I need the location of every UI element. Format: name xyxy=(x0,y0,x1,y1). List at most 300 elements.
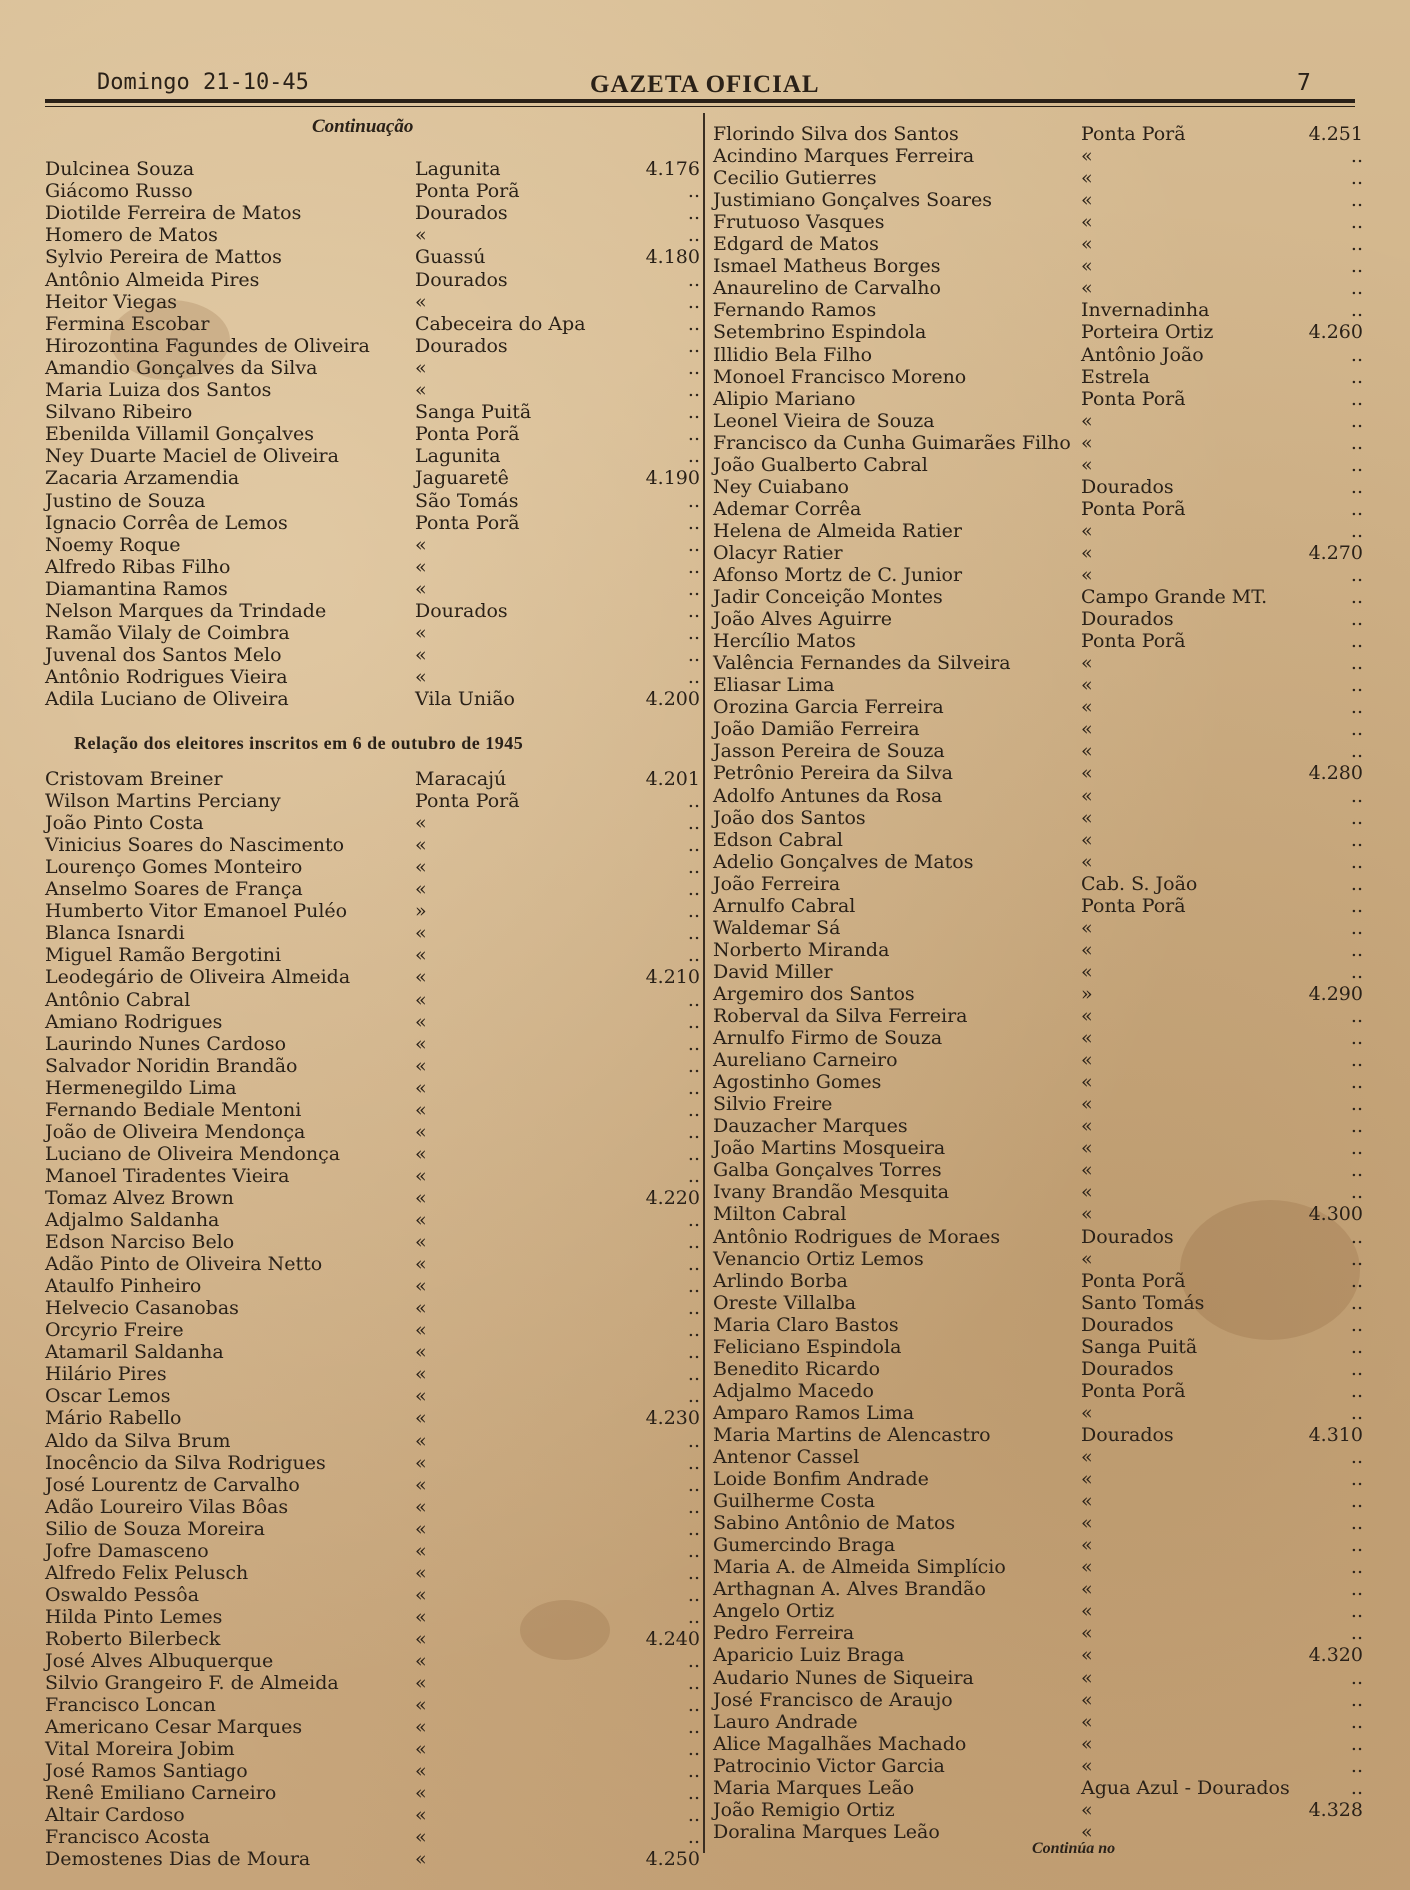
voter-name: Roberval da Silva Ferreira xyxy=(713,1005,968,1027)
voter-place: « xyxy=(415,1385,427,1408)
voter-row xyxy=(713,1071,1363,1093)
voter-name: Miguel Ramão Bergotini xyxy=(45,944,282,967)
voter-row xyxy=(45,1319,700,1341)
page-number: 7 xyxy=(1297,70,1311,96)
voter-number: .. xyxy=(687,489,700,512)
voter-number: .. xyxy=(1350,1049,1363,1072)
voter-number: .. xyxy=(687,622,700,645)
voter-row xyxy=(713,123,1363,145)
voter-row xyxy=(713,851,1363,873)
voter-number: .. xyxy=(1350,1666,1363,1689)
voter-number: .. xyxy=(687,1010,700,1033)
voter-place: « xyxy=(415,1760,427,1783)
voter-row xyxy=(713,1468,1363,1490)
voter-name: Hermenegildo Lima xyxy=(45,1076,237,1099)
voter-place: « xyxy=(415,1627,427,1650)
voter-number: .. xyxy=(687,1561,700,1584)
voter-row xyxy=(713,233,1363,255)
voter-row xyxy=(713,321,1363,343)
voter-name: Acindino Marques Ferreira xyxy=(713,145,975,168)
voter-row xyxy=(45,1430,700,1452)
voter-number: .. xyxy=(687,445,700,468)
voter-row xyxy=(713,762,1363,784)
voter-row xyxy=(713,608,1363,630)
voter-number: .. xyxy=(687,1804,700,1827)
voter-row xyxy=(45,1496,700,1518)
voter-number: .. xyxy=(1350,960,1363,983)
issue-date: Domingo 21-10-45 xyxy=(97,70,309,95)
voter-number: .. xyxy=(1350,189,1363,212)
voter-name: Alfredo Ribas Filho xyxy=(45,555,231,578)
voter-row xyxy=(45,1275,700,1297)
voter-name: Arthagnan A. Alves Brandão xyxy=(713,1578,986,1601)
voter-name: Maria Martins de Alencastro xyxy=(713,1423,991,1446)
voter-name: Maria Marques Leão xyxy=(713,1776,915,1799)
voter-row xyxy=(45,1407,700,1429)
voter-place: « xyxy=(1081,1137,1093,1160)
voter-place: « xyxy=(415,1473,427,1496)
voter-row xyxy=(713,1093,1363,1115)
voter-row xyxy=(713,1600,1363,1622)
voter-row xyxy=(45,423,700,445)
voter-name: Francisco da Cunha Guimarães Filho xyxy=(713,431,1071,454)
voter-place: « xyxy=(415,1782,427,1805)
voter-name: Ney Duarte Maciel de Oliveira xyxy=(45,445,339,468)
voter-row xyxy=(713,476,1363,498)
voter-number: .. xyxy=(687,1716,700,1739)
voter-place: « xyxy=(415,966,427,989)
voter-number: .. xyxy=(1350,652,1363,675)
continued-note: Continúa no xyxy=(1032,1840,1116,1857)
voter-name: José Alves Albuquerque xyxy=(45,1650,274,1672)
voter-number: .. xyxy=(687,644,700,667)
voter-number: .. xyxy=(1350,1335,1363,1358)
voter-row xyxy=(713,1115,1363,1137)
header-rule xyxy=(45,99,1355,103)
voter-number: .. xyxy=(687,1473,700,1496)
voter-place: « xyxy=(415,1517,427,1540)
voter-row xyxy=(713,432,1363,454)
voter-place: Ponta Porã xyxy=(1081,894,1186,917)
voter-number: .. xyxy=(687,202,700,225)
voter-number: 4.320 xyxy=(1308,1644,1363,1667)
voter-number: .. xyxy=(1350,475,1363,498)
voter-name: Afonso Mortz de C. Junior xyxy=(713,564,963,586)
voter-number: .. xyxy=(687,1583,700,1606)
voter-row xyxy=(45,1694,700,1716)
voter-place: « xyxy=(1081,916,1093,939)
voter-number: .. xyxy=(687,1054,700,1077)
voter-row xyxy=(713,829,1363,851)
voter-name: Benedito Ricardo xyxy=(713,1357,881,1380)
voter-row xyxy=(713,1402,1363,1424)
voter-row xyxy=(713,454,1363,476)
voter-number: .. xyxy=(1350,1027,1363,1050)
voter-number: .. xyxy=(1350,564,1363,586)
voter-row xyxy=(713,1667,1363,1689)
voter-row xyxy=(45,922,700,944)
voter-row xyxy=(713,1512,1363,1534)
voter-place: « xyxy=(1081,564,1093,586)
voter-name: Silvio Grangeiro F. de Almeida xyxy=(45,1672,339,1695)
voter-name: Hilário Pires xyxy=(45,1363,167,1386)
voter-number: .. xyxy=(687,423,700,446)
voter-name: Helena de Almeida Ratier xyxy=(713,519,962,542)
voter-row xyxy=(713,542,1363,564)
voter-place: Ponta Porã xyxy=(1081,1379,1186,1402)
voter-place: « xyxy=(1081,233,1093,256)
voter-row xyxy=(713,718,1363,740)
voter-name: Audario Nunes de Siqueira xyxy=(713,1666,974,1689)
voter-name: João Pinto Costa xyxy=(45,812,204,835)
voter-number: .. xyxy=(687,1650,700,1672)
voter-name: Alfredo Felix Pelusch xyxy=(45,1561,249,1584)
voter-number: 4.270 xyxy=(1308,541,1363,564)
voter-number: .. xyxy=(1350,497,1363,520)
voter-name: Leodegário de Oliveira Almeida xyxy=(45,966,351,989)
voter-number: .. xyxy=(1350,1137,1363,1160)
voter-number: .. xyxy=(1350,1622,1363,1645)
voter-row xyxy=(45,666,700,688)
voter-name: Milton Cabral xyxy=(713,1203,847,1226)
voter-name: Maria Claro Bastos xyxy=(713,1313,899,1336)
voter-row xyxy=(713,939,1363,961)
voter-row xyxy=(713,1203,1363,1225)
voter-place: « xyxy=(1081,1401,1093,1424)
voter-number: .. xyxy=(1350,608,1363,631)
voter-name: Florindo Silva dos Santos xyxy=(713,123,959,145)
voter-place: « xyxy=(1081,1446,1093,1468)
voter-name: Wilson Martins Perciany xyxy=(45,790,281,813)
voter-number: .. xyxy=(687,224,700,247)
voter-row xyxy=(713,1578,1363,1600)
voter-number: .. xyxy=(1350,1710,1363,1733)
voter-name: Guilherme Costa xyxy=(713,1490,876,1513)
voter-place: « xyxy=(415,1253,427,1276)
voter-place: « xyxy=(415,1539,427,1562)
voter-name: Adolfo Antunes da Rosa xyxy=(713,784,943,807)
voter-place: « xyxy=(1081,1688,1093,1711)
voter-place: « xyxy=(415,1076,427,1099)
voter-place: « xyxy=(1081,453,1093,476)
voter-row xyxy=(45,224,700,246)
voter-name: Oscar Lemos xyxy=(45,1385,171,1408)
voter-number: .. xyxy=(1350,1291,1363,1314)
voter-place: Ponta Porã xyxy=(1081,123,1186,145)
voter-row xyxy=(45,1121,700,1143)
voter-place: « xyxy=(415,1297,427,1320)
voter-place: Dourados xyxy=(415,202,508,225)
voter-name: Frutuoso Vasques xyxy=(713,211,885,234)
voter-name: Giácomo Russo xyxy=(45,180,193,203)
voter-number: .. xyxy=(1350,1071,1363,1094)
voter-number: .. xyxy=(687,401,700,424)
voter-number: 4.220 xyxy=(645,1186,700,1209)
voter-number: .. xyxy=(687,1826,700,1849)
voter-place: Campo Grande MT. xyxy=(1081,586,1268,609)
voter-place: « xyxy=(1081,1159,1093,1182)
voter-name: Norberto Miranda xyxy=(713,938,890,961)
voter-row xyxy=(45,467,700,489)
voter-row xyxy=(45,335,700,357)
voter-name: Venancio Ortiz Lemos xyxy=(713,1247,924,1270)
voter-row xyxy=(713,299,1363,321)
voter-place: « xyxy=(415,1098,427,1121)
voter-place: « xyxy=(1081,1798,1093,1821)
voter-row xyxy=(45,291,700,313)
voter-number: .. xyxy=(687,900,700,923)
voter-place: « xyxy=(1081,1534,1093,1557)
voter-place: « xyxy=(415,1032,427,1055)
voter-number: .. xyxy=(1350,916,1363,939)
voter-row xyxy=(713,1644,1363,1666)
voter-name: Edgard de Matos xyxy=(713,233,879,256)
voter-place: « xyxy=(415,224,427,247)
voter-name: José Francisco de Araujo xyxy=(713,1688,953,1711)
voter-place: « xyxy=(415,1407,427,1430)
voter-row xyxy=(713,498,1363,520)
voter-row xyxy=(713,277,1363,299)
voter-number: 4.180 xyxy=(645,246,700,269)
voter-name: Doralina Marques Leão xyxy=(713,1820,940,1843)
voter-number: .. xyxy=(687,356,700,379)
voter-place: « xyxy=(1081,740,1093,763)
voter-number: .. xyxy=(1350,409,1363,432)
voter-row xyxy=(45,1584,700,1606)
voter-place: « xyxy=(415,1341,427,1364)
voter-place: « xyxy=(1081,189,1093,212)
voter-place: Dourados xyxy=(415,268,508,291)
voter-number: .. xyxy=(687,812,700,835)
voter-name: Diotilde Ferreira de Matos xyxy=(45,202,302,225)
voter-place: « xyxy=(415,1363,427,1386)
voter-name: Adelio Gonçalves de Matos xyxy=(713,850,974,873)
voter-place: « xyxy=(415,1848,427,1871)
voter-name: Antônio Rodrigues de Moraes xyxy=(713,1225,1001,1248)
voter-place: « xyxy=(415,1164,427,1187)
voter-number: .. xyxy=(687,834,700,857)
voter-place: « xyxy=(1081,1600,1093,1623)
voter-name: João dos Santos xyxy=(713,806,866,829)
voter-number: .. xyxy=(1350,740,1363,763)
voter-number: .. xyxy=(687,268,700,291)
voter-place: Jaguaretê xyxy=(415,467,509,490)
voter-row xyxy=(45,1650,700,1672)
voter-place: « xyxy=(1081,1820,1093,1843)
voter-number: 4.310 xyxy=(1308,1423,1363,1446)
voter-place: Santo Tomás xyxy=(1081,1291,1205,1314)
voter-number: 4.240 xyxy=(645,1627,700,1650)
voter-place: « xyxy=(415,555,427,578)
voter-number: .. xyxy=(687,1142,700,1165)
voter-place: Agua Azul - Dourados xyxy=(1081,1776,1290,1799)
voter-row xyxy=(713,1777,1363,1799)
voter-name: Americano Cesar Marques xyxy=(45,1716,303,1739)
voter-row xyxy=(713,1049,1363,1071)
voter-name: Cristovam Breiner xyxy=(45,768,223,790)
voter-row xyxy=(713,785,1363,807)
voter-place: « xyxy=(415,1672,427,1695)
voter-name: Silvio Freire xyxy=(713,1093,833,1116)
voter-number: .. xyxy=(687,1253,700,1276)
voter-row xyxy=(45,1760,700,1782)
voter-row xyxy=(45,1077,700,1099)
voter-place: « xyxy=(1081,1027,1093,1050)
voter-number: .. xyxy=(687,1164,700,1187)
voter-place: « xyxy=(415,622,427,645)
voter-number: .. xyxy=(1350,1269,1363,1292)
voter-place: « xyxy=(415,1694,427,1717)
voter-name: Renê Emiliano Carneiro xyxy=(45,1782,277,1805)
voter-name: Fermina Escobar xyxy=(45,312,210,335)
voter-number: .. xyxy=(1350,1688,1363,1711)
voter-place: Sanga Puitã xyxy=(1081,1335,1198,1358)
voter-number: .. xyxy=(687,1319,700,1342)
voter-number: .. xyxy=(1350,453,1363,476)
voter-name: Heitor Viegas xyxy=(45,290,178,313)
voter-row xyxy=(45,768,700,790)
voter-place: Estrela xyxy=(1081,365,1150,388)
voter-place: Ponta Porã xyxy=(415,423,520,446)
voter-place: « xyxy=(415,812,427,835)
voter-row xyxy=(45,401,700,423)
voter-name: Anaurelino de Carvalho xyxy=(713,277,941,300)
voter-number: .. xyxy=(1350,1732,1363,1755)
voter-row xyxy=(713,211,1363,233)
voter-name: Juvenal dos Santos Melo xyxy=(45,644,282,667)
voter-number: .. xyxy=(1350,1005,1363,1027)
voter-place: « xyxy=(1081,1181,1093,1204)
voter-row xyxy=(45,1716,700,1738)
voter-number: .. xyxy=(687,290,700,313)
voter-place: « xyxy=(415,1054,427,1077)
voter-row xyxy=(713,1799,1363,1821)
voter-number: .. xyxy=(1350,938,1363,961)
voter-row xyxy=(713,145,1363,167)
voter-place: « xyxy=(1081,828,1093,851)
voter-name: José Lourentz de Carvalho xyxy=(45,1473,300,1496)
voter-number: .. xyxy=(687,577,700,600)
voter-name: Luciano de Oliveira Mendonça xyxy=(45,1142,341,1165)
voter-name: Aldo da Silva Brum xyxy=(45,1429,231,1452)
voter-place: Antônio João xyxy=(1081,343,1204,366)
voter-place: « xyxy=(415,1716,427,1739)
voter-row xyxy=(45,900,700,922)
voter-place: « xyxy=(1081,1468,1093,1491)
voter-name: Adjalmo Saldanha xyxy=(45,1209,220,1231)
voter-number: .. xyxy=(1350,1093,1363,1116)
voter-row xyxy=(713,1622,1363,1644)
voter-name: Dulcinea Souza xyxy=(45,158,195,180)
voter-place: Dourados xyxy=(415,334,508,357)
voter-row xyxy=(45,379,700,401)
voter-place: Cab. S. João xyxy=(1081,872,1198,895)
voter-place: Dourados xyxy=(1081,608,1174,631)
voter-place: « xyxy=(415,1429,427,1452)
voter-name: Mário Rabello xyxy=(45,1407,182,1430)
voter-place: Dourados xyxy=(1081,1313,1174,1336)
voter-row xyxy=(45,966,700,988)
voter-number: .. xyxy=(1350,365,1363,388)
voter-number: 4.260 xyxy=(1308,321,1363,344)
voter-place: « xyxy=(1081,1666,1093,1689)
voter-place: Sanga Puitã xyxy=(415,401,532,424)
voter-row xyxy=(45,790,700,812)
voter-name: Agostinho Gomes xyxy=(713,1071,882,1094)
voter-name: Cecilio Gutierres xyxy=(713,167,877,190)
voter-number: 4.200 xyxy=(645,688,700,711)
voter-row xyxy=(713,410,1363,432)
voter-name: Inocêncio da Silva Rodrigues xyxy=(45,1451,326,1474)
voter-row xyxy=(713,983,1363,1005)
voter-row xyxy=(45,158,700,180)
voter-number: .. xyxy=(1350,299,1363,322)
voter-place: « xyxy=(1081,762,1093,785)
voter-number: .. xyxy=(1350,1754,1363,1777)
voter-name: Edson Cabral xyxy=(713,828,844,851)
voter-row xyxy=(45,1033,700,1055)
voter-name: Roberto Bilerbeck xyxy=(45,1627,221,1650)
voter-name: Oreste Villalba xyxy=(713,1291,857,1314)
voter-row xyxy=(713,344,1363,366)
voter-place: « xyxy=(1081,1710,1093,1733)
voter-place: « xyxy=(415,577,427,600)
voter-place: « xyxy=(1081,541,1093,564)
voter-number: .. xyxy=(687,312,700,335)
voter-name: Silvano Ribeiro xyxy=(45,401,193,424)
voter-number: 4.230 xyxy=(645,1407,700,1430)
voter-number: .. xyxy=(687,1672,700,1695)
voter-number: .. xyxy=(687,1429,700,1452)
voter-place: « xyxy=(415,922,427,945)
voter-name: Arnulfo Firmo de Souza xyxy=(713,1027,943,1050)
voter-name: Zacaria Arzamendia xyxy=(45,467,240,490)
voter-row xyxy=(713,1446,1363,1468)
voter-place: « xyxy=(415,1495,427,1518)
voter-name: Sylvio Pereira de Mattos xyxy=(45,246,282,269)
voter-row xyxy=(45,313,700,335)
voter-row xyxy=(45,688,700,710)
voter-row xyxy=(713,1534,1363,1556)
voter-number: 4.290 xyxy=(1308,982,1363,1005)
voter-number: .. xyxy=(687,922,700,945)
voter-name: Fernando Ramos xyxy=(713,299,877,322)
voter-number: .. xyxy=(1350,1357,1363,1380)
voter-row xyxy=(713,1181,1363,1203)
voter-row xyxy=(45,490,700,512)
voter-name: Hilda Pinto Lemes xyxy=(45,1605,223,1628)
voter-row xyxy=(45,600,700,622)
voter-row xyxy=(713,1270,1363,1292)
voter-number: .. xyxy=(1350,1600,1363,1623)
voter-place: « xyxy=(415,644,427,667)
voter-name: Leonel Vieira de Souza xyxy=(713,409,935,432)
voter-row xyxy=(713,1490,1363,1512)
voter-name: Ebenilda Villamil Gonçalves xyxy=(45,423,314,446)
voter-row xyxy=(45,1011,700,1033)
voter-row xyxy=(45,1055,700,1077)
voter-name: Petrônio Pereira da Silva xyxy=(713,762,953,785)
voter-name: João Ferreira xyxy=(713,872,841,895)
voter-row xyxy=(45,644,700,666)
voter-name: David Miller xyxy=(713,960,833,983)
voter-place: « xyxy=(1081,519,1093,542)
voter-number: 4.210 xyxy=(645,966,700,989)
voter-number: .. xyxy=(1350,674,1363,697)
voter-row xyxy=(45,556,700,578)
voter-place: Ponta Porã xyxy=(1081,497,1186,520)
voter-row xyxy=(45,1804,700,1826)
